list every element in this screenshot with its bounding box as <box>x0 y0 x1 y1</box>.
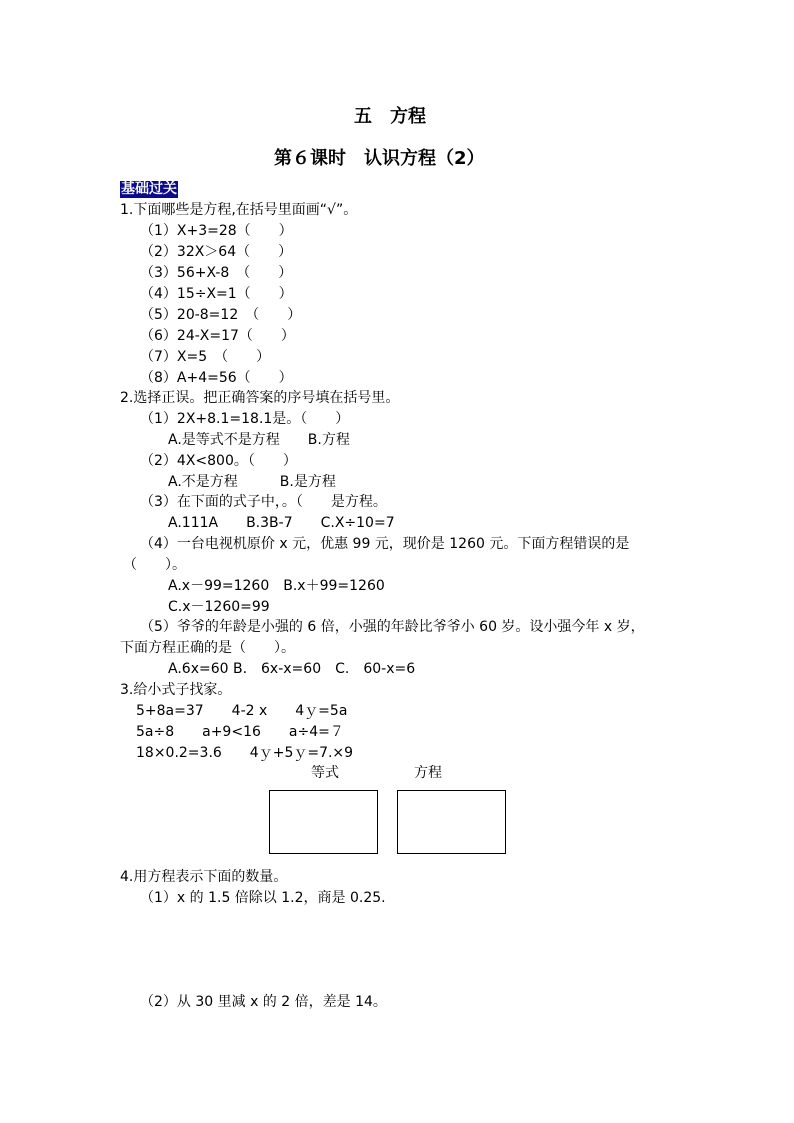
q2-sub4-blank: （ ）。 <box>123 557 186 573</box>
lesson-subtitle: 第６课时 认识方程（2） <box>274 148 485 169</box>
page-title: 五 方程 <box>354 106 426 127</box>
q1-item: （2）32X＞64（ ） <box>140 244 293 260</box>
q3-expression-row: 5a÷8 a+9<16 a÷4=７ <box>136 724 344 740</box>
equality-answer-box <box>269 790 378 854</box>
q1-item: （7）X=5 （ ） <box>140 349 271 365</box>
q2-sub4-options: A.x－99=1260 B.x＋99=1260 <box>168 578 385 594</box>
q4-prompt: 4.用方程表示下面的数量。 <box>120 869 288 885</box>
q1-item: （5）20-8=12 （ ） <box>140 307 302 323</box>
q2-sub3-options: A.111A B.3B-7 C.X÷10=7 <box>168 515 395 531</box>
section-label: 基础过关 <box>121 181 177 197</box>
q1-item: （6）24-X=17（ ） <box>140 328 295 344</box>
q3-expression-row: 18×0.2=3.6 4ｙ+5ｙ=7.×9 <box>136 745 354 761</box>
q1-item: （1）X+3=28（ ） <box>140 223 293 239</box>
q2-sub3: （3）在下面的式子中，。（ 是方程。 <box>140 494 387 510</box>
equation-answer-box <box>397 790 506 854</box>
equality-label: 等式 <box>311 765 339 781</box>
q1-item: （3）56+X-8 （ ） <box>140 265 293 281</box>
q2-sub4: （4）一台电视机原价 x 元，优惠 99 元，现价是 1260 元。下面方程错误的是 <box>140 536 630 552</box>
q2-prompt: 2.选择正误。把正确答案的序号填在括号里。 <box>120 390 400 406</box>
q2-sub1: （1）2X+8.1=18.1是。（ ） <box>140 411 350 427</box>
q1-item: （8）A+4=56（ ） <box>140 370 293 386</box>
q3-prompt: 3.给小式子找家。 <box>120 682 232 698</box>
q2-sub5-line2: 下面方程正确的是（ ）。 <box>120 640 295 656</box>
q4-sub2: （2）从 30 里减 x 的 2 倍，差是 14。 <box>140 994 387 1010</box>
q2-sub2: （2）4X<800。（ ） <box>140 453 297 469</box>
q2-sub5-options: A.6x=60 B. 6x-x=60 C. 60-x=6 <box>168 661 416 677</box>
q1-prompt: 1.下面哪些是方程,在括号里面画“√”。 <box>120 202 358 218</box>
q2-sub4-options: C.x－1260=99 <box>168 599 270 615</box>
q4-sub1: （1）x 的 1.5 倍除以 1.2，商是 0.25. <box>140 890 386 906</box>
q3-expression-row: 5+8a=37 4-2 x 4ｙ=5a <box>136 703 348 719</box>
q2-sub1-options: A.是等式不是方程 B.方程 <box>168 432 350 448</box>
q2-sub5: （5）爷爷的年龄是小强的 6 倍，小强的年龄比爷爷小 60 岁。设小强今年 x 岁， <box>140 619 645 635</box>
q2-sub2-options: A.不是方程 B.是方程 <box>168 474 336 490</box>
equation-label: 方程 <box>414 765 442 781</box>
q1-item: （4）15÷X=1（ ） <box>140 286 293 302</box>
